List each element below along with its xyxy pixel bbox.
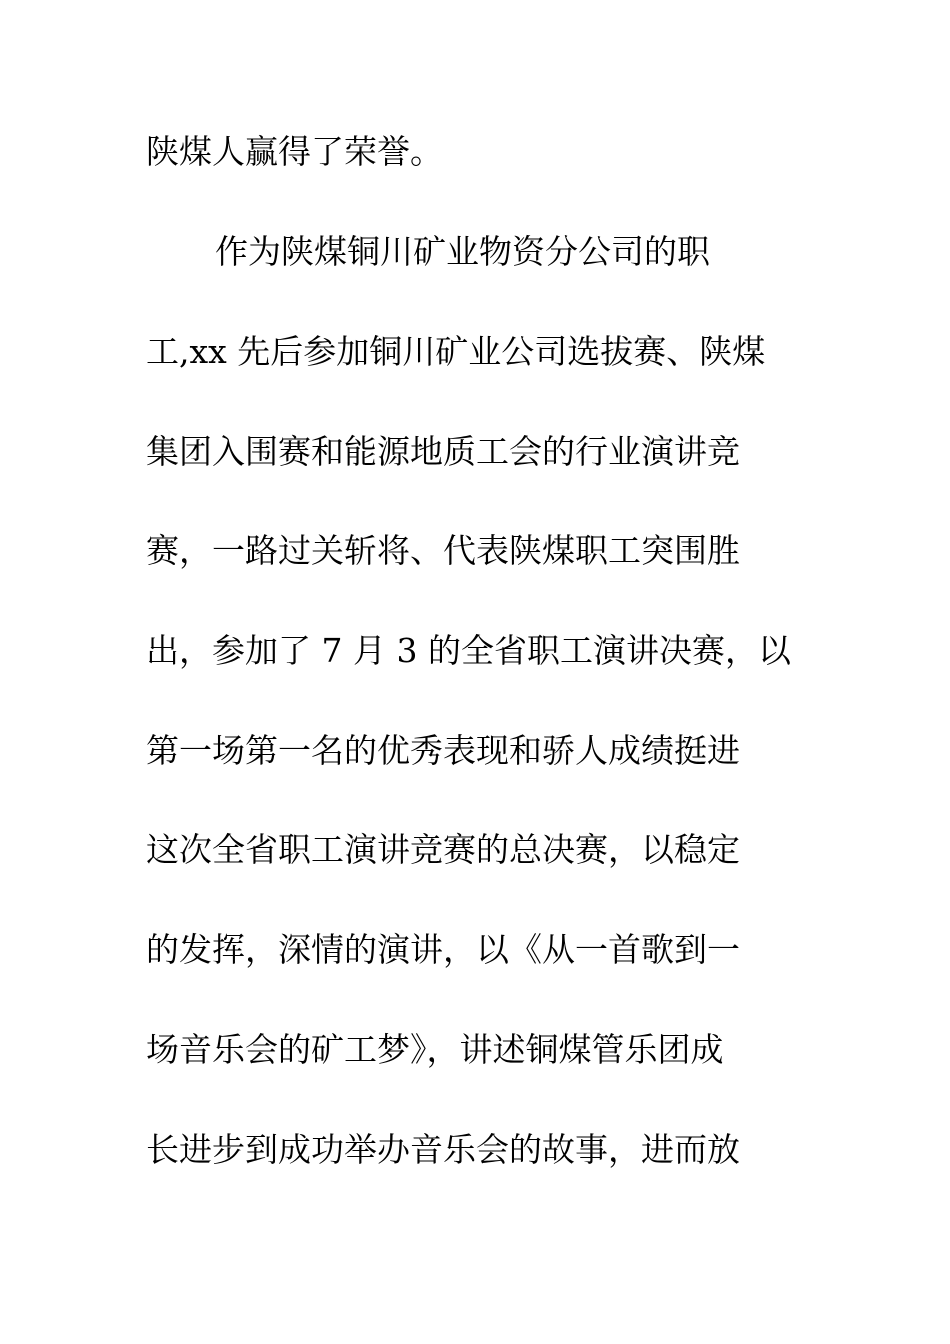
text-line: 这次全省职工演讲竞赛的总决赛，以稳定	[146, 830, 740, 869]
text-line: 的发挥，深情的演讲，以《从一首歌到一	[146, 930, 740, 969]
text-line: 场音乐会的矿工梦》，讲述铜煤管乐团成	[146, 1030, 724, 1069]
text-line: 第一场第一名的优秀表现和骄人成绩挺进	[146, 731, 740, 770]
text-line: 赛，一路过关斩将、代表陕煤职工突围胜	[146, 531, 740, 570]
text-line: 长进步到成功举办音乐会的故事，进而放	[146, 1130, 740, 1169]
paragraph-first-line: 作为陕煤铜川矿业物资分公司的职	[215, 232, 710, 271]
text-line: 集团入围赛和能源地质工会的行业演讲竞	[146, 432, 740, 471]
text-line: 陕煤人赢得了荣誉。	[146, 132, 443, 171]
text-line: 工,xx 先后参加铜川矿业公司选拔赛、陕煤	[146, 332, 766, 371]
text-line: 出，参加了 7 月 3 的全省职工演讲决赛，以	[146, 631, 791, 670]
